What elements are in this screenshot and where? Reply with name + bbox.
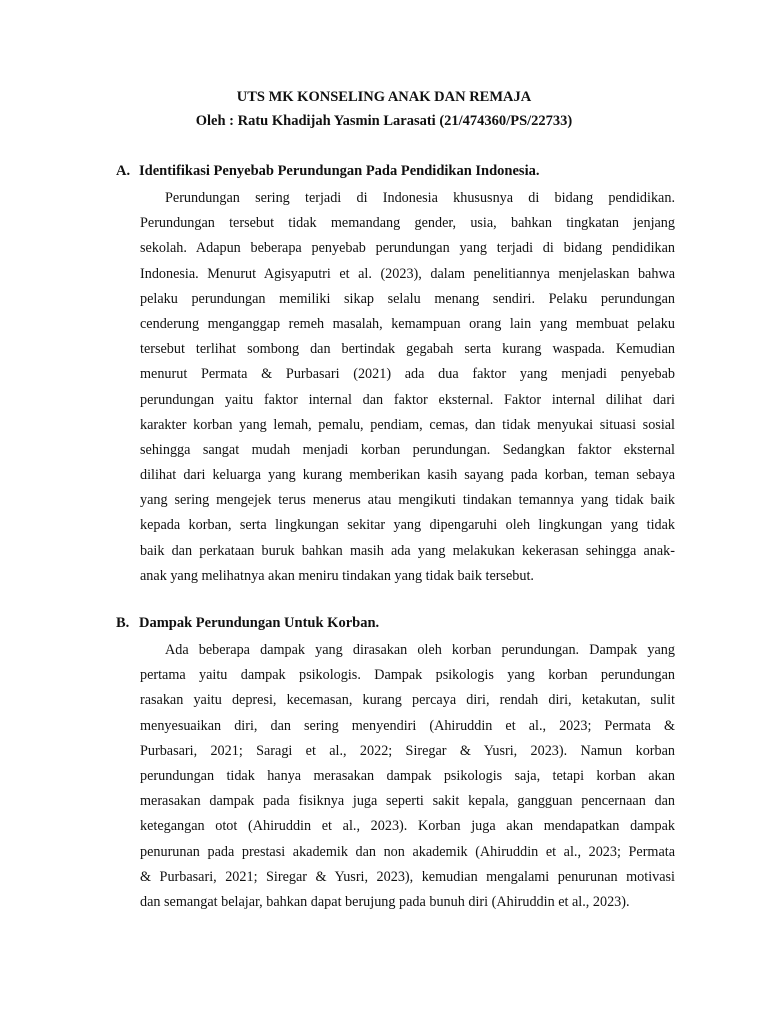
paragraph-line: pertama yaitu dampak psikologis. Dampak psikologis yang korban perundungan (140, 667, 675, 684)
paragraph-line: dilihat dari keluarga yang kurang memberikan kasih sayang pada korban, teman sebaya (140, 467, 675, 484)
paragraph-line: rasakan yaitu depresi, kecemasan, kurang percaya diri, rendah diri, ketakutan, sulit (140, 692, 675, 709)
paragraph-line: sekolah. Adapun beberapa penyebab perundungan yang terjadi di bidang pendidikan (140, 240, 675, 257)
paragraph-line: anak yang melihatnya akan meniru tindakan yang tidak baik tersebut. (140, 567, 534, 584)
paragraph-line: Ada beberapa dampak yang dirasakan oleh korban perundungan. Dampak yang (165, 642, 675, 658)
paragraph-line: yang sering mengejek terus menerus atau mengikuti tindakan temannya yang tidak baik (140, 492, 675, 509)
document-title: UTS MK KONSELING ANAK DAN REMAJA (236, 89, 532, 105)
section-b-marker: B. (116, 615, 130, 631)
paragraph-line: merasakan dampak pada fisiknya juga seperti sakit kepala, gangguan pencernaan dan (140, 793, 675, 810)
paragraph-line: pelaku perundungan memiliki sikap selalu menang sendiri. Pelaku perundungan (140, 290, 675, 307)
section-a-heading (116, 161, 676, 181)
paragraph-line: sehingga sangat mudah menjadi korban perundungan. Sedangkan faktor eksternal (140, 441, 675, 458)
paragraph-line: perundungan tidak hanya merasakan dampak psikologis saja, tetapi korban akan (140, 767, 675, 784)
section-a-title: Identifikasi Penyebab Perundungan Pada Pendidikan Indonesia. (139, 163, 540, 179)
paragraph-line: cenderung menganggap remeh masalah, kemampuan orang lain yang membuat pelaku (140, 315, 675, 332)
paragraph-line: Perundungan sering terjadi di Indonesia khususnya di bidang pendidikan. (165, 190, 675, 206)
paragraph-line: Perundungan tersebut tidak memandang gender, usia, bahkan tingkatan jenjang (140, 215, 675, 232)
section-a-paragraph (140, 186, 675, 589)
paragraph-line: baik dan perkataan buruk bahkan masih ada yang melakukan kekerasan sehingga anak- (140, 542, 675, 559)
paragraph-line: menyesuaikan diri, dan sering menyendiri (Ahiruddin et al., 2023; Permata & (140, 717, 675, 734)
paragraph-line: Purbasari, 2021; Saragi et al., 2022; Siregar & Yusri, 2023). Namun korban (140, 742, 675, 759)
paragraph-line: perundungan yaitu faktor internal dan faktor eksternal. Faktor internal dilihat dari (140, 391, 675, 408)
paragraph-line: karakter korban yang lemah, pemalu, pendiam, cemas, dan tidak menyukai situasi sosial (140, 416, 675, 433)
paragraph-line: tersebut terlihat sombong dan bertindak gegabah serta kurang waspada. Kemudian (140, 341, 675, 358)
paragraph-line: kepada korban, serta lingkungan sekitar yang dipengaruhi oleh lingkungan yang tidak (140, 517, 675, 534)
section-b-paragraph (140, 638, 675, 915)
section-a-marker: A. (116, 163, 131, 179)
paragraph-line: penurunan pada prestasi akademik dan non akademik (Ahiruddin et al., 2023; Permata (140, 843, 675, 860)
paragraph-line: ketegangan otot (Ahiruddin et al., 2023). Korban juga akan mendapatkan dampak (140, 818, 675, 835)
paragraph-line: & Purbasari, 2021; Siregar & Yusri, 2023), kemudian mengalami penurunan motivasi (140, 868, 675, 885)
paragraph-line: Indonesia. Menurut Agisyaputri et al. (2023), dalam penelitiannya menjelaskan bahwa (140, 265, 675, 282)
section-b-heading (116, 613, 676, 633)
document-author: Oleh : Ratu Khadijah Yasmin Larasati (21/474360/PS/22733) (195, 113, 573, 129)
paragraph-line: menurut Permata & Purbasari (2021) ada dua faktor yang menjadi penyebab (140, 366, 675, 383)
section-b-title: Dampak Perundungan Untuk Korban. (139, 615, 380, 631)
paragraph-line: dan semangat belajar, bahkan dapat berujung pada bunuh diri (Ahiruddin et al., 2023). (140, 893, 630, 910)
